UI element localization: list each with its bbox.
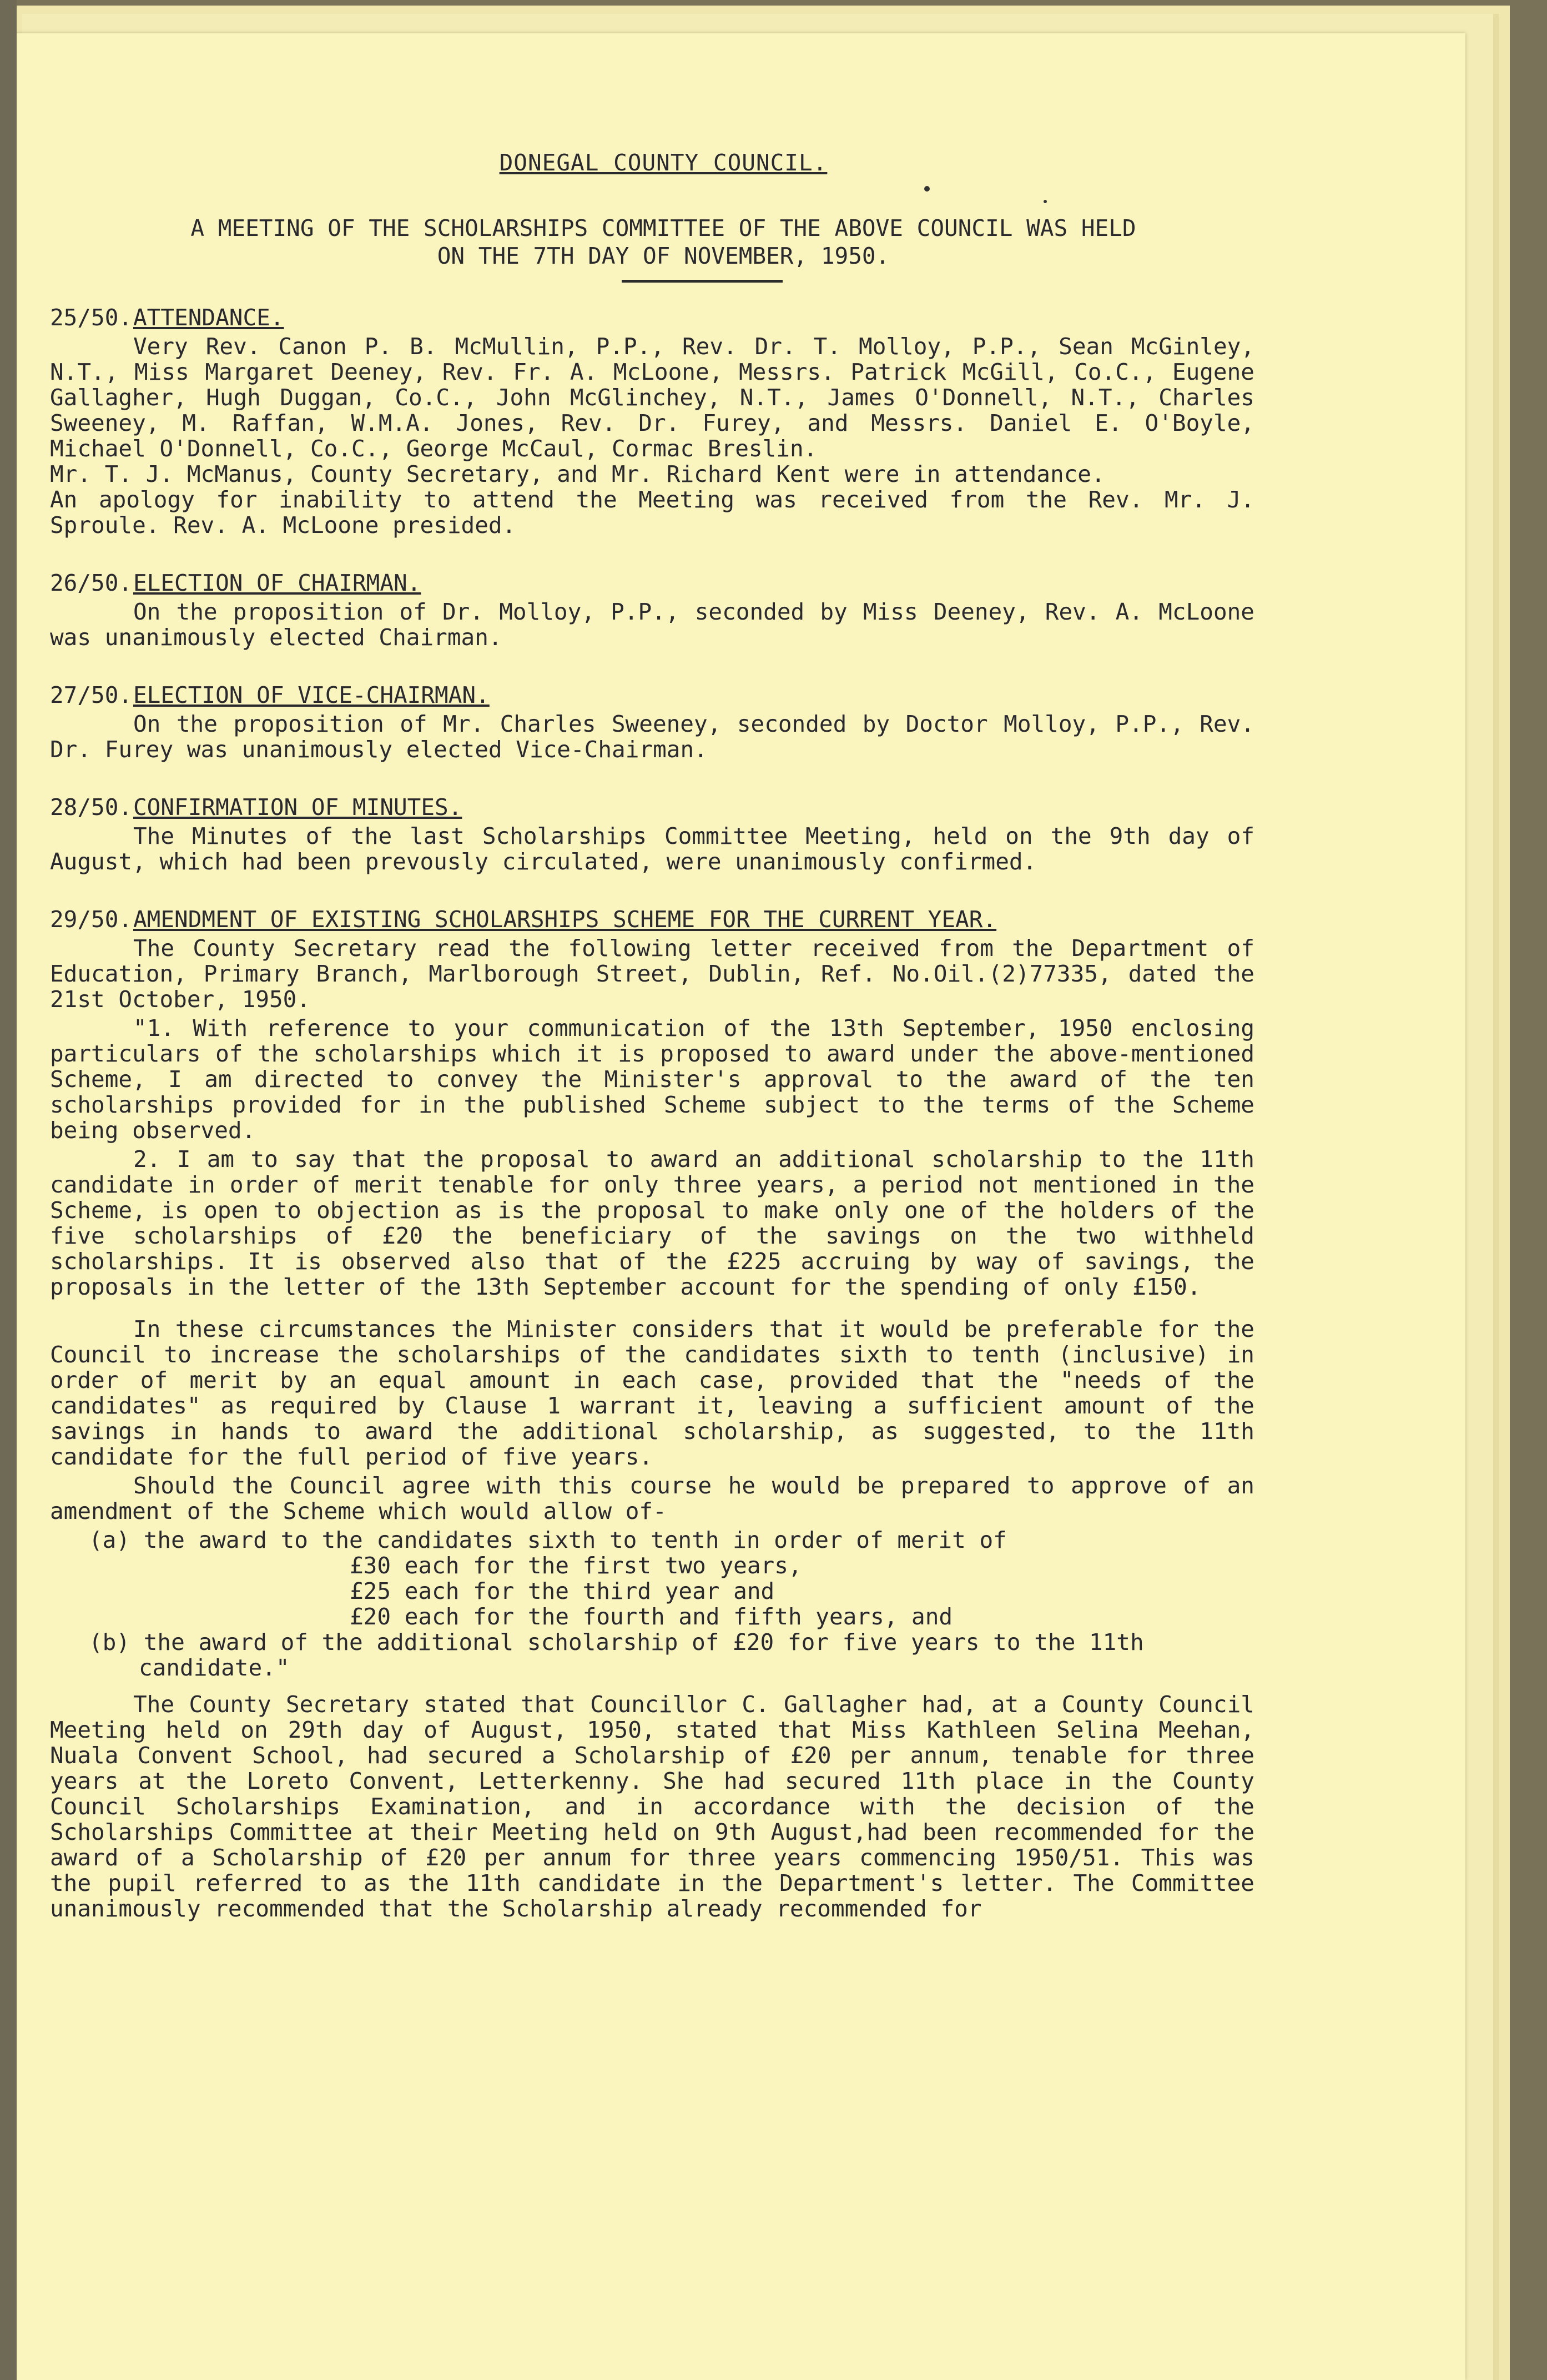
item-heading: ATTENDANCE. [133, 304, 284, 331]
minute-item-vice-chairman [50, 682, 1254, 762]
letter-paragraph: In these circumstances the Minister considers that it would be preferable for the Council to increase the scholarships of the candidates sixth to tenth (inclusive) in order of merit by an equal amount in each case, provided that the "needs of the candidates" as required by Clause 1 warrant it, leaving a sufficient amount of the savings in hands to award the additional scholarship, as suggested, to the 11th candidate for the full period of five years. [50, 1316, 1254, 1470]
minute-item-minutes [50, 794, 1254, 874]
list-item-a-amounts: £30 each for the first two years, £25 each for the third year and £20 each for the fourth and fifth years, and [350, 1552, 953, 1630]
item-text: The County Secretary read the following letter received from the Department of Education, Primary Branch, Marlborough Street, Dublin, Ref. No.Oil.(2)77335, dated the 21st October, 1950. [50, 935, 1254, 1013]
item-header [50, 794, 1254, 820]
list-item-a: (a) the award to the candidates sixth to tenth in order of merit of [89, 1527, 1007, 1553]
document-subtitle: A MEETING OF THE SCHOLARSHIPS COMMITTEE OF THE ABOVE COUNCIL WAS HELD ON THE 7TH DAY OF NOVEMBER, 1950. [190, 215, 1136, 269]
minute-item-attendance [50, 305, 1254, 538]
letter-paragraph: "1. With reference to your communication of the 13th September, 1950 enclosing particulars of the scholarships which it is proposed to award under the above-mentioned Scheme, I am directed to convey the Minister's approval to the award of the ten scholarships provided for in the published Scheme subject to the terms of the Scheme being observed. [50, 1015, 1254, 1144]
document-title: DONEGAL COUNTY COUNCIL. [499, 149, 828, 176]
binding-edge [0, 0, 17, 2380]
item-number: 25/50. [50, 304, 133, 331]
item-number: 26/50. [50, 570, 133, 596]
item-heading: CONFIRMATION OF MINUTES. [133, 794, 462, 821]
minute-item-chairman [50, 570, 1254, 650]
item-header [50, 682, 1254, 708]
minute-item-amendment [50, 907, 1254, 1921]
item-header [50, 907, 1254, 932]
letter-paragraph: 2. I am to say that the proposal to award an additional scholarship to the 11th candidate in order of merit tenable for only three years, a period not mentioned in the Scheme, is open to objection as is the proposal to make only one of the holders of the five scholarships of £20 the beneficiary of the savings on the two withheld scholarships. It is observed also that of the £225 accruing by way of savings, the proposals in the letter of the 13th September account for the spending of only £150. [50, 1146, 1254, 1300]
item-heading: ELECTION OF VICE-CHAIRMAN. [133, 682, 490, 708]
item-text: On the proposition of Dr. Molloy, P.P., seconded by Miss Deeney, Rev. A. McLoone was unanimously elected Chairman. [50, 598, 1254, 651]
item-header [50, 570, 1254, 596]
closing-paragraph: The County Secretary stated that Councillor C. Gallagher had, at a County Council Meeting held on 29th day of August, 1950, stated that Miss Kathleen Selina Meehan, Nuala Convent School, had secured a Scholarship of £20 per annum, tenable for three years at the Loreto Convent, Letterkenny. She had secured 11th place in the County Council Scholarships Examination, and in accordance with the decision of the Scholarships Committee at their Meeting held on 9th August,had been recommended for the award of a Scholarship of £20 per annum for three years commencing 1950/51. This was the pupil referred to as the 11th candidate in the Department's letter. The Committee unanimously recommended that the Scholarship already recommended for [50, 1691, 1254, 1922]
list-item-b: (b) the award of the additional scholarship of £20 for five years to the 11th candidate." [89, 1629, 1144, 1681]
amendment-list [50, 1527, 1254, 1680]
item-heading: ELECTION OF CHAIRMAN. [133, 570, 421, 596]
item-number: 27/50. [50, 682, 133, 708]
item-text: Very Rev. Canon P. B. McMullin, P.P., Rev. Dr. T. Molloy, P.P., Sean McGinley, N.T., Miss Margaret Deeney, Rev. Fr. A. McLoone, Messrs. Patrick McGill, Co.C., Eugene Gallagher, Hugh Duggan, Co.C., John McGlinchey, N.T., James O'Donnell, N.T., Charles Sweeney, M. Raffan, W.M.A. Jones, Rev. Dr. Furey, and Messrs. Daniel E. O'Boyle, Michael O'Donnell, Co.C., George McCaul, Cormac Breslin. Mr. T. J. McManus, County Secretary, and Mr. Richard Kent were in attendance. An apology for inability to attend the Meeting was received from the Rev. Mr. J. Sproule. Rev. A. McLoone presided. [50, 333, 1254, 539]
item-number: 28/50. [50, 794, 133, 821]
item-text: On the proposition of Mr. Charles Sweeney, seconded by Doctor Molloy, P.P., Rev. Dr. Furey was unanimously elected Vice-Chairman. [50, 711, 1254, 763]
item-header [50, 305, 1254, 330]
document-body [50, 150, 1254, 1954]
letter-paragraph: Should the Council agree with this course he would be prepared to approve of an amendment of the Scheme which would allow of- [50, 1472, 1254, 1524]
item-heading: AMENDMENT OF EXISTING SCHOLARSHIPS SCHEME FOR THE CURRENT YEAR. [133, 906, 997, 933]
item-text: The Minutes of the last Scholarships Committee Meeting, held on the 9th day of August, which had been prevously circulated, were unanimously confirmed. [50, 823, 1254, 875]
title-rule [622, 280, 783, 283]
item-number: 29/50. [50, 906, 133, 933]
